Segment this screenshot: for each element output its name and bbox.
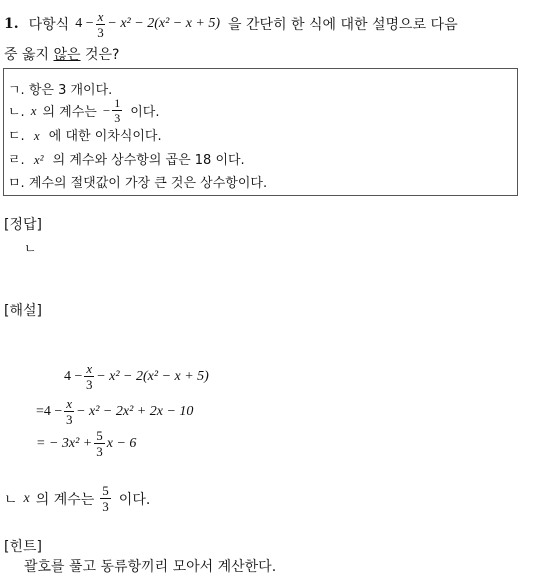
- option-4: ㄹ. x² 의 계수와 상수항의 곱은 18 이다.: [8, 152, 245, 168]
- hint-label: [힌트]: [4, 539, 42, 555]
- equation-line-3: = − 3x² + $\frac{5}{3}$ x − 6: [36, 428, 137, 459]
- question-number: 1.: [4, 16, 19, 32]
- hint-text: 괄호를 풀고 동류항끼리 모아서 계산한다.: [24, 559, 277, 575]
- option-3: ㄷ. x 에 대한 이차식이다.: [8, 128, 162, 144]
- equation-line-2: =4 − $\frac{x}{3}$ − x² − 2x² + 2x − 10: [36, 396, 194, 427]
- option-2: ㄴ. x 의 계수는 − $\frac{1}{3}$ 이다.: [8, 96, 160, 125]
- question-intro: 다항식: [28, 17, 70, 33]
- expr-rest: − x² − 2(x² − x + 5): [107, 16, 221, 31]
- option-5: ㅁ. 계수의 절댓값이 가장 큰 것은 상수항이다.: [8, 176, 268, 191]
- question-after-expr: 을 간단히 한 식에 대한 설명으로 다음: [228, 17, 458, 33]
- equation-line-1: 4 − $\frac{x}{3}$ − x² − 2(x² − x + 5): [64, 361, 209, 392]
- answer-label: [정답]: [4, 217, 42, 233]
- options-box: [3, 68, 518, 196]
- answer-value: ㄴ: [24, 242, 37, 257]
- expr-four: 4 −: [75, 16, 94, 31]
- question-underlined-word: 않은: [53, 47, 81, 63]
- explanation-conclusion: ㄴ x 의 계수는 $\frac{5}{3}$ 이다.: [4, 483, 151, 514]
- question-stem: [4, 6, 530, 64]
- option-1: ㄱ. 항은 3 개이다.: [8, 83, 113, 98]
- explanation-label: [해설]: [4, 303, 42, 319]
- question-line2-end: 것은?: [85, 47, 120, 63]
- expr-frac: $\frac{x}{3}$: [97, 8, 104, 40]
- question-line2-start: 중 옳지: [4, 47, 50, 63]
